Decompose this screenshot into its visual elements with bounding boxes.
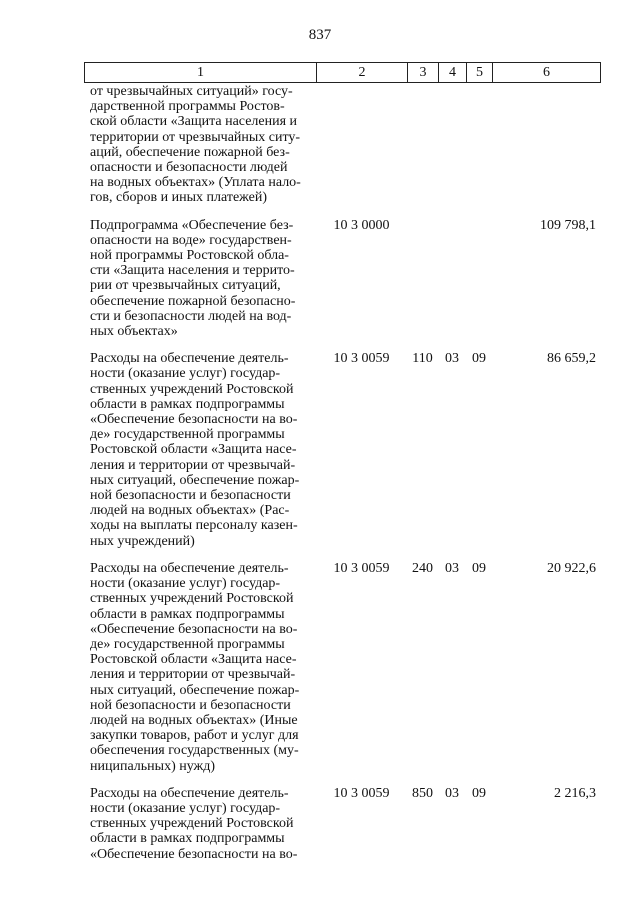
row-name: Расходы на обеспечение деятель- ности (оказание услуг) государ- ственных учреждений Ростовской области в рамках подпрограммы «Обеспечение безопасности на во- <box>90 785 298 862</box>
row-subsection: 09 <box>472 351 486 367</box>
table-row <box>84 218 600 340</box>
row-expense-type: 240 <box>412 560 433 576</box>
table-column-header <box>84 62 601 83</box>
row-subsection: 09 <box>472 785 486 801</box>
row-name: Расходы на обеспечение деятель- ности (оказание услуг) государ- ственных учреждений Ростовской области в рамках подпрограммы «Обеспечение безопасности на во- де» государственной программы Ростовской области «Защита насе- ления и территории от чрезвычай- ных ситуаций, обеспечение пожар- ной безопасности и безопасности людей на водных объектах» (Иные закупки товаров, работ и услуг для обеспечения государственных (му- ниципальных) нужд) <box>90 560 300 774</box>
row-expense-type: 850 <box>412 785 433 801</box>
column-header-6: 6 <box>493 63 601 83</box>
table-row <box>84 351 600 549</box>
row-amount: 20 922,6 <box>547 560 596 576</box>
row-section: 03 <box>445 785 459 801</box>
column-header-1: 1 <box>85 63 317 83</box>
table-row <box>84 84 600 206</box>
budget-table-body <box>84 84 600 874</box>
row-target-code: 10 3 0059 <box>333 351 390 367</box>
row-amount: 86 659,2 <box>547 351 596 367</box>
row-expense-type: 110 <box>412 351 433 367</box>
column-header-4: 4 <box>439 63 467 83</box>
table-row <box>84 786 600 862</box>
column-header-5: 5 <box>467 63 493 83</box>
table-row <box>84 561 600 774</box>
row-target-code: 10 3 0059 <box>333 560 390 576</box>
row-target-code: 10 3 0059 <box>333 785 390 801</box>
row-section: 03 <box>445 560 459 576</box>
row-amount: 2 216,3 <box>554 785 596 801</box>
row-section: 03 <box>445 351 459 367</box>
row-target-code: 10 3 0000 <box>333 217 390 233</box>
column-header-3: 3 <box>408 63 439 83</box>
row-name: от чрезвычайных ситуаций» госу- дарственной программы Ростов- ской области «Защита населения и территории от чрезвычайных ситу- аций, обеспечение пожарной без- опасности и безопасности людей на водных объектах» (Уплата нало- гов, сборов и иных платежей) <box>90 84 301 206</box>
row-name: Расходы на обеспечение деятель- ности (оказание услуг) государ- ственных учреждений Ростовской области в рамках подпрограммы «Обеспечение безопасности на во- де» государственной программы Ростовской области «Защита насе- ления и территории от чрезвычай- ных ситуаций, обеспечение пожар- ной безопасности и безопасности людей на водных объектах» (Рас- ходы на выплаты персоналу казен- ных учреждений) <box>90 351 300 549</box>
page-number: 837 <box>308 27 332 43</box>
column-header-2: 2 <box>317 63 408 83</box>
row-subsection: 09 <box>472 560 486 576</box>
row-name: Подпрограмма «Обеспечение без- опасности на воде» государствен- ной программы Ростовской обла- сти «Защита населения и террито- рии от чрезвычайных ситуаций, обеспечение пожарной безопасно- сти и безопасности людей на вод- ных объектах» <box>90 217 296 340</box>
row-amount: 109 798,1 <box>540 217 596 233</box>
